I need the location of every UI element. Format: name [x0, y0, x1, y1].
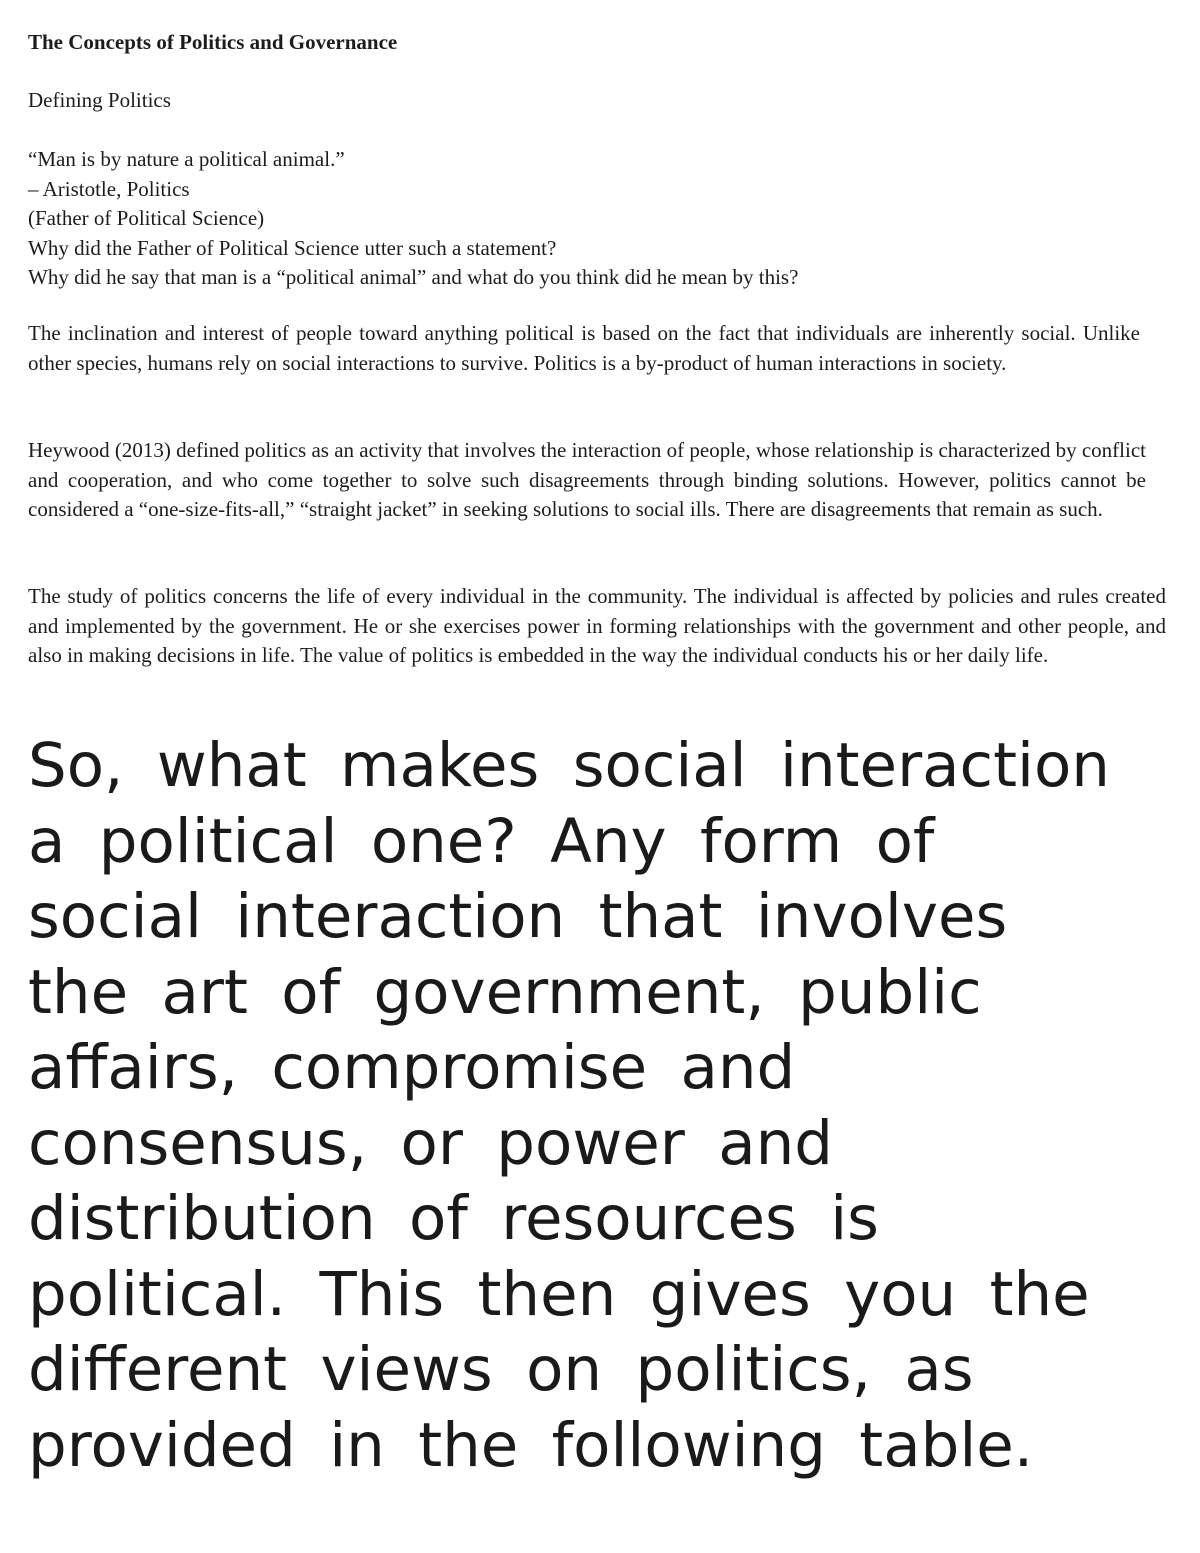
body-paragraph: The inclination and interest of people toward anything political is based on the fact that individuals are inherently social. Unlike other species, humans rely on social interactions to survive. Politics is a by-product of human interactions in society. — [28, 321, 1140, 375]
section-heading: Defining Politics — [28, 88, 171, 112]
question-line: Why did he say that man is a “political animal” and what do you think did he mean by this? — [28, 265, 799, 289]
quote-attribution: – Aristotle, Politics — [28, 176, 190, 201]
body-paragraph: The study of politics concerns the life of every individual in the community. The individual is affected by policies and rules created and implemented by the government. He or she exercises power in forming relationships with the government and other people, and also in making decisions in life. The value of politics is embedded in the way the individual conducts his or her daily life. — [28, 584, 1166, 667]
quote-block — [28, 145, 798, 293]
document-title: The Concepts of Politics and Governance — [28, 30, 398, 54]
quote-line: “Man is by nature a political animal.” — [28, 147, 345, 171]
question-line: Why did the Father of Political Science utter such a statement? — [28, 235, 557, 260]
quote-attribution-note: (Father of Political Science) — [28, 206, 265, 230]
large-paragraph: So, what makes social interaction a political one? Any form of social interaction that involves the art of government, public affairs, compromise and consensus, or power and distribution of resources is political. This then gives you the different views on politics, as provided in the following table. — [28, 730, 1110, 1481]
body-paragraph: Heywood (2013) defined politics as an activity that involves the interaction of people, whose relationship is characterized by conflict and cooperation, and who come together to solve such disagreements through binding solutions. However, politics cannot be considered a “one-size-fits-all,” “straight jacket” in seeking solutions to social ills. There are disagreements that remain as such. — [28, 438, 1146, 521]
